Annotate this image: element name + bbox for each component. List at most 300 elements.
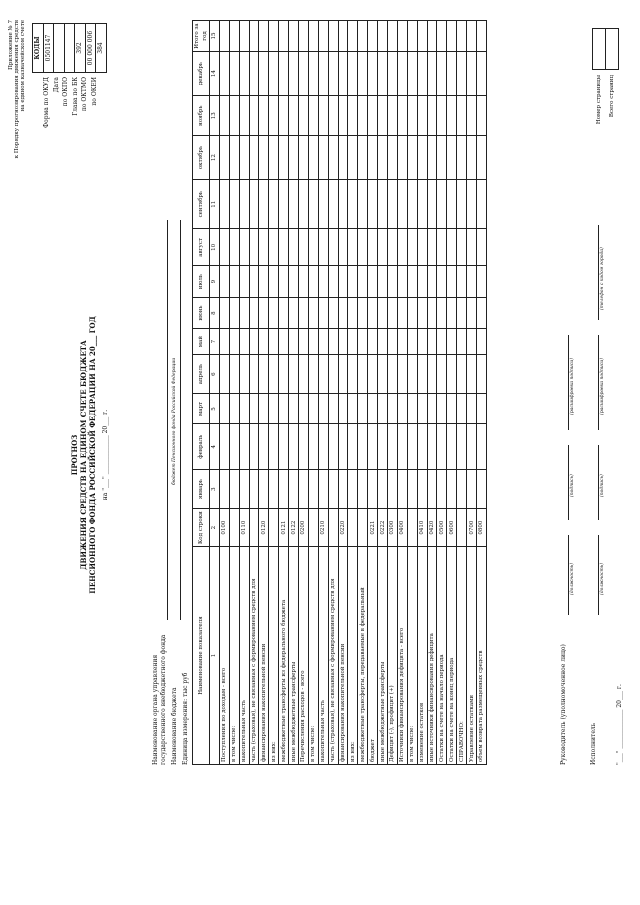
value-cell[interactable] xyxy=(378,424,388,469)
value-cell[interactable] xyxy=(279,136,289,180)
value-cell[interactable] xyxy=(437,21,447,52)
value-cell[interactable] xyxy=(229,52,239,96)
value-cell[interactable] xyxy=(477,266,487,297)
value-cell[interactable] xyxy=(308,329,318,354)
value-cell[interactable] xyxy=(348,329,358,354)
value-cell[interactable] xyxy=(388,354,398,394)
value-cell[interactable] xyxy=(417,354,427,394)
value-cell[interactable] xyxy=(219,469,229,508)
value-cell[interactable] xyxy=(299,329,309,354)
value-cell[interactable] xyxy=(229,297,239,329)
value-cell[interactable] xyxy=(477,96,487,136)
value-cell[interactable] xyxy=(407,297,417,329)
value-cell[interactable] xyxy=(358,297,368,329)
value-cell[interactable] xyxy=(467,21,477,52)
value-cell[interactable] xyxy=(308,96,318,136)
value-cell[interactable] xyxy=(358,329,368,354)
value-cell[interactable] xyxy=(328,21,338,52)
value-cell[interactable] xyxy=(338,180,348,229)
value-cell[interactable] xyxy=(427,136,437,180)
value-cell[interactable] xyxy=(358,229,368,266)
value-cell[interactable] xyxy=(457,394,467,424)
value-cell[interactable] xyxy=(378,469,388,508)
value-cell[interactable] xyxy=(397,354,407,394)
value-cell[interactable] xyxy=(289,297,299,329)
value-cell[interactable] xyxy=(378,136,388,180)
value-cell[interactable] xyxy=(358,180,368,229)
value-cell[interactable] xyxy=(437,394,447,424)
value-cell[interactable] xyxy=(407,136,417,180)
value-cell[interactable] xyxy=(348,180,358,229)
value-cell[interactable] xyxy=(279,424,289,469)
value-cell[interactable] xyxy=(219,21,229,52)
value-cell[interactable] xyxy=(249,469,259,508)
value-cell[interactable] xyxy=(368,469,378,508)
value-cell[interactable] xyxy=(279,21,289,52)
value-cell[interactable] xyxy=(269,424,279,469)
value-cell[interactable] xyxy=(427,394,437,424)
value-cell[interactable] xyxy=(279,229,289,266)
value-cell[interactable] xyxy=(457,297,467,329)
value-cell[interactable] xyxy=(308,297,318,329)
value-cell[interactable] xyxy=(219,96,229,136)
value-cell[interactable] xyxy=(239,297,249,329)
value-cell[interactable] xyxy=(219,136,229,180)
value-cell[interactable] xyxy=(269,394,279,424)
value-cell[interactable] xyxy=(338,297,348,329)
value-cell[interactable] xyxy=(447,266,457,297)
value-cell[interactable] xyxy=(318,424,328,469)
value-cell[interactable] xyxy=(358,354,368,394)
value-cell[interactable] xyxy=(239,469,249,508)
value-cell[interactable] xyxy=(229,136,239,180)
value-cell[interactable] xyxy=(219,297,229,329)
value-cell[interactable] xyxy=(358,21,368,52)
value-cell[interactable] xyxy=(457,136,467,180)
value-cell[interactable] xyxy=(368,354,378,394)
value-cell[interactable] xyxy=(427,52,437,96)
value-cell[interactable] xyxy=(259,136,269,180)
value-cell[interactable] xyxy=(368,266,378,297)
value-cell[interactable] xyxy=(348,21,358,52)
value-cell[interactable] xyxy=(457,229,467,266)
value-cell[interactable] xyxy=(338,354,348,394)
value-cell[interactable] xyxy=(358,96,368,136)
value-cell[interactable] xyxy=(407,354,417,394)
value-cell[interactable] xyxy=(427,180,437,229)
value-cell[interactable] xyxy=(289,136,299,180)
value-cell[interactable] xyxy=(417,329,427,354)
value-cell[interactable] xyxy=(299,394,309,424)
value-cell[interactable] xyxy=(397,394,407,424)
value-cell[interactable] xyxy=(427,266,437,297)
value-cell[interactable] xyxy=(338,394,348,424)
value-cell[interactable] xyxy=(388,424,398,469)
value-cell[interactable] xyxy=(338,329,348,354)
value-cell[interactable] xyxy=(407,21,417,52)
value-cell[interactable] xyxy=(318,52,328,96)
value-cell[interactable] xyxy=(417,394,427,424)
value-cell[interactable] xyxy=(447,424,457,469)
value-cell[interactable] xyxy=(289,52,299,96)
value-cell[interactable] xyxy=(318,297,328,329)
value-cell[interactable] xyxy=(348,354,358,394)
value-cell[interactable] xyxy=(289,229,299,266)
value-cell[interactable] xyxy=(308,229,318,266)
value-cell[interactable] xyxy=(249,21,259,52)
value-cell[interactable] xyxy=(388,52,398,96)
value-cell[interactable] xyxy=(269,469,279,508)
value-cell[interactable] xyxy=(368,229,378,266)
value-cell[interactable] xyxy=(417,136,427,180)
value-cell[interactable] xyxy=(437,424,447,469)
value-cell[interactable] xyxy=(397,21,407,52)
value-cell[interactable] xyxy=(467,229,477,266)
value-cell[interactable] xyxy=(289,329,299,354)
value-cell[interactable] xyxy=(289,180,299,229)
value-cell[interactable] xyxy=(308,469,318,508)
value-cell[interactable] xyxy=(299,180,309,229)
value-cell[interactable] xyxy=(397,469,407,508)
value-cell[interactable] xyxy=(269,96,279,136)
value-cell[interactable] xyxy=(318,469,328,508)
value-cell[interactable] xyxy=(239,424,249,469)
value-cell[interactable] xyxy=(378,329,388,354)
value-cell[interactable] xyxy=(447,180,457,229)
value-cell[interactable] xyxy=(229,266,239,297)
value-cell[interactable] xyxy=(467,52,477,96)
value-cell[interactable] xyxy=(318,180,328,229)
value-cell[interactable] xyxy=(249,329,259,354)
value-cell[interactable] xyxy=(328,394,338,424)
value-cell[interactable] xyxy=(348,96,358,136)
value-cell[interactable] xyxy=(348,394,358,424)
value-cell[interactable] xyxy=(269,266,279,297)
value-cell[interactable] xyxy=(219,394,229,424)
value-cell[interactable] xyxy=(457,96,467,136)
value-cell[interactable] xyxy=(279,329,289,354)
value-cell[interactable] xyxy=(388,329,398,354)
value-cell[interactable] xyxy=(477,297,487,329)
value-cell[interactable] xyxy=(338,96,348,136)
value-cell[interactable] xyxy=(279,96,289,136)
value-cell[interactable] xyxy=(477,229,487,266)
value-cell[interactable] xyxy=(427,229,437,266)
value-cell[interactable] xyxy=(249,266,259,297)
value-cell[interactable] xyxy=(368,180,378,229)
value-cell[interactable] xyxy=(407,180,417,229)
value-cell[interactable] xyxy=(328,52,338,96)
value-cell[interactable] xyxy=(348,136,358,180)
value-cell[interactable] xyxy=(388,136,398,180)
value-cell[interactable] xyxy=(318,96,328,136)
value-cell[interactable] xyxy=(259,469,269,508)
value-cell[interactable] xyxy=(299,266,309,297)
value-cell[interactable] xyxy=(368,297,378,329)
value-cell[interactable] xyxy=(229,469,239,508)
value-cell[interactable] xyxy=(219,229,229,266)
value-cell[interactable] xyxy=(338,136,348,180)
value-cell[interactable] xyxy=(348,469,358,508)
value-cell[interactable] xyxy=(328,136,338,180)
value-cell[interactable] xyxy=(368,21,378,52)
value-cell[interactable] xyxy=(239,354,249,394)
value-cell[interactable] xyxy=(299,229,309,266)
value-cell[interactable] xyxy=(378,96,388,136)
value-cell[interactable] xyxy=(269,136,279,180)
value-cell[interactable] xyxy=(447,136,457,180)
value-cell[interactable] xyxy=(457,424,467,469)
value-cell[interactable] xyxy=(467,354,477,394)
value-cell[interactable] xyxy=(219,52,229,96)
value-cell[interactable] xyxy=(259,180,269,229)
value-cell[interactable] xyxy=(417,424,427,469)
value-cell[interactable] xyxy=(427,424,437,469)
value-cell[interactable] xyxy=(437,229,447,266)
value-cell[interactable] xyxy=(328,297,338,329)
value-cell[interactable] xyxy=(467,424,477,469)
value-cell[interactable] xyxy=(378,180,388,229)
value-cell[interactable] xyxy=(417,21,427,52)
value-cell[interactable] xyxy=(269,52,279,96)
value-cell[interactable] xyxy=(447,229,457,266)
value-cell[interactable] xyxy=(259,96,269,136)
value-cell[interactable] xyxy=(427,21,437,52)
value-cell[interactable] xyxy=(239,329,249,354)
value-cell[interactable] xyxy=(269,180,279,229)
value-cell[interactable] xyxy=(219,329,229,354)
value-cell[interactable] xyxy=(229,96,239,136)
value-cell[interactable] xyxy=(457,329,467,354)
value-cell[interactable] xyxy=(417,469,427,508)
value-cell[interactable] xyxy=(358,136,368,180)
value-cell[interactable] xyxy=(338,424,348,469)
value-cell[interactable] xyxy=(289,354,299,394)
value-cell[interactable] xyxy=(467,96,477,136)
value-cell[interactable] xyxy=(388,229,398,266)
value-cell[interactable] xyxy=(477,469,487,508)
value-cell[interactable] xyxy=(407,329,417,354)
value-cell[interactable] xyxy=(447,329,457,354)
value-cell[interactable] xyxy=(437,136,447,180)
value-cell[interactable] xyxy=(417,180,427,229)
value-cell[interactable] xyxy=(397,266,407,297)
value-cell[interactable] xyxy=(259,297,269,329)
value-cell[interactable] xyxy=(259,354,269,394)
value-cell[interactable] xyxy=(378,394,388,424)
value-cell[interactable] xyxy=(299,469,309,508)
value-cell[interactable] xyxy=(348,424,358,469)
value-cell[interactable] xyxy=(368,424,378,469)
value-cell[interactable] xyxy=(447,394,457,424)
value-cell[interactable] xyxy=(368,394,378,424)
value-cell[interactable] xyxy=(368,96,378,136)
value-cell[interactable] xyxy=(338,469,348,508)
value-cell[interactable] xyxy=(229,21,239,52)
value-cell[interactable] xyxy=(249,229,259,266)
value-cell[interactable] xyxy=(427,96,437,136)
value-cell[interactable] xyxy=(388,266,398,297)
value-cell[interactable] xyxy=(328,266,338,297)
value-cell[interactable] xyxy=(477,180,487,229)
value-cell[interactable] xyxy=(348,266,358,297)
value-cell[interactable] xyxy=(269,229,279,266)
value-cell[interactable] xyxy=(259,266,269,297)
value-cell[interactable] xyxy=(299,297,309,329)
value-cell[interactable] xyxy=(318,136,328,180)
value-cell[interactable] xyxy=(289,394,299,424)
value-cell[interactable] xyxy=(388,297,398,329)
value-cell[interactable] xyxy=(239,229,249,266)
value-cell[interactable] xyxy=(229,394,239,424)
value-cell[interactable] xyxy=(279,354,289,394)
value-cell[interactable] xyxy=(467,297,477,329)
value-cell[interactable] xyxy=(289,469,299,508)
value-cell[interactable] xyxy=(239,96,249,136)
value-cell[interactable] xyxy=(427,329,437,354)
value-cell[interactable] xyxy=(308,266,318,297)
value-cell[interactable] xyxy=(348,52,358,96)
value-cell[interactable] xyxy=(358,424,368,469)
value-cell[interactable] xyxy=(447,354,457,394)
value-cell[interactable] xyxy=(299,424,309,469)
value-cell[interactable] xyxy=(338,52,348,96)
value-cell[interactable] xyxy=(328,96,338,136)
value-cell[interactable] xyxy=(338,21,348,52)
value-cell[interactable] xyxy=(308,180,318,229)
value-cell[interactable] xyxy=(259,394,269,424)
value-cell[interactable] xyxy=(239,266,249,297)
value-cell[interactable] xyxy=(289,424,299,469)
value-cell[interactable] xyxy=(397,52,407,96)
value-cell[interactable] xyxy=(239,394,249,424)
value-cell[interactable] xyxy=(239,52,249,96)
value-cell[interactable] xyxy=(457,180,467,229)
value-cell[interactable] xyxy=(269,329,279,354)
value-cell[interactable] xyxy=(477,21,487,52)
value-cell[interactable] xyxy=(417,266,427,297)
value-cell[interactable] xyxy=(229,180,239,229)
value-cell[interactable] xyxy=(358,52,368,96)
value-cell[interactable] xyxy=(447,469,457,508)
value-cell[interactable] xyxy=(229,354,239,394)
value-cell[interactable] xyxy=(269,21,279,52)
value-cell[interactable] xyxy=(388,96,398,136)
value-cell[interactable] xyxy=(437,266,447,297)
value-cell[interactable] xyxy=(378,52,388,96)
value-cell[interactable] xyxy=(249,297,259,329)
value-cell[interactable] xyxy=(437,297,447,329)
value-cell[interactable] xyxy=(368,52,378,96)
value-cell[interactable] xyxy=(279,394,289,424)
value-cell[interactable] xyxy=(378,297,388,329)
value-cell[interactable] xyxy=(417,297,427,329)
value-cell[interactable] xyxy=(417,52,427,96)
value-cell[interactable] xyxy=(328,469,338,508)
value-cell[interactable] xyxy=(348,229,358,266)
value-cell[interactable] xyxy=(437,52,447,96)
value-cell[interactable] xyxy=(407,52,417,96)
value-cell[interactable] xyxy=(299,96,309,136)
value-cell[interactable] xyxy=(407,229,417,266)
value-cell[interactable] xyxy=(299,354,309,394)
value-cell[interactable] xyxy=(219,266,229,297)
value-cell[interactable] xyxy=(328,354,338,394)
value-cell[interactable] xyxy=(259,229,269,266)
value-cell[interactable] xyxy=(299,21,309,52)
value-cell[interactable] xyxy=(437,354,447,394)
value-cell[interactable] xyxy=(427,297,437,329)
value-cell[interactable] xyxy=(388,180,398,229)
value-cell[interactable] xyxy=(437,180,447,229)
value-cell[interactable] xyxy=(249,96,259,136)
value-cell[interactable] xyxy=(447,297,457,329)
value-cell[interactable] xyxy=(427,469,437,508)
value-cell[interactable] xyxy=(457,266,467,297)
value-cell[interactable] xyxy=(397,180,407,229)
value-cell[interactable] xyxy=(308,424,318,469)
value-cell[interactable] xyxy=(249,136,259,180)
value-cell[interactable] xyxy=(308,136,318,180)
value-cell[interactable] xyxy=(397,297,407,329)
value-cell[interactable] xyxy=(378,21,388,52)
value-cell[interactable] xyxy=(407,469,417,508)
value-cell[interactable] xyxy=(318,329,328,354)
value-cell[interactable] xyxy=(308,21,318,52)
value-cell[interactable] xyxy=(229,424,239,469)
value-cell[interactable] xyxy=(477,329,487,354)
value-cell[interactable] xyxy=(308,52,318,96)
value-cell[interactable] xyxy=(289,96,299,136)
value-cell[interactable] xyxy=(358,469,368,508)
value-cell[interactable] xyxy=(338,266,348,297)
value-cell[interactable] xyxy=(397,424,407,469)
value-cell[interactable] xyxy=(318,394,328,424)
value-cell[interactable] xyxy=(318,21,328,52)
value-cell[interactable] xyxy=(249,424,259,469)
value-cell[interactable] xyxy=(467,180,477,229)
value-cell[interactable] xyxy=(397,96,407,136)
value-cell[interactable] xyxy=(279,52,289,96)
value-cell[interactable] xyxy=(397,229,407,266)
value-cell[interactable] xyxy=(457,354,467,394)
value-cell[interactable] xyxy=(397,329,407,354)
value-cell[interactable] xyxy=(477,52,487,96)
value-cell[interactable] xyxy=(318,354,328,394)
value-cell[interactable] xyxy=(447,52,457,96)
value-cell[interactable] xyxy=(259,21,269,52)
value-cell[interactable] xyxy=(388,21,398,52)
value-cell[interactable] xyxy=(249,52,259,96)
value-cell[interactable] xyxy=(269,354,279,394)
value-cell[interactable] xyxy=(279,469,289,508)
value-cell[interactable] xyxy=(437,469,447,508)
value-cell[interactable] xyxy=(388,394,398,424)
value-cell[interactable] xyxy=(338,229,348,266)
value-cell[interactable] xyxy=(358,394,368,424)
value-cell[interactable] xyxy=(259,329,269,354)
value-cell[interactable] xyxy=(239,136,249,180)
value-cell[interactable] xyxy=(467,136,477,180)
value-cell[interactable] xyxy=(358,266,368,297)
value-cell[interactable] xyxy=(407,424,417,469)
value-cell[interactable] xyxy=(467,394,477,424)
value-cell[interactable] xyxy=(308,354,318,394)
value-cell[interactable] xyxy=(299,136,309,180)
value-cell[interactable] xyxy=(229,329,239,354)
value-cell[interactable] xyxy=(249,354,259,394)
value-cell[interactable] xyxy=(437,96,447,136)
